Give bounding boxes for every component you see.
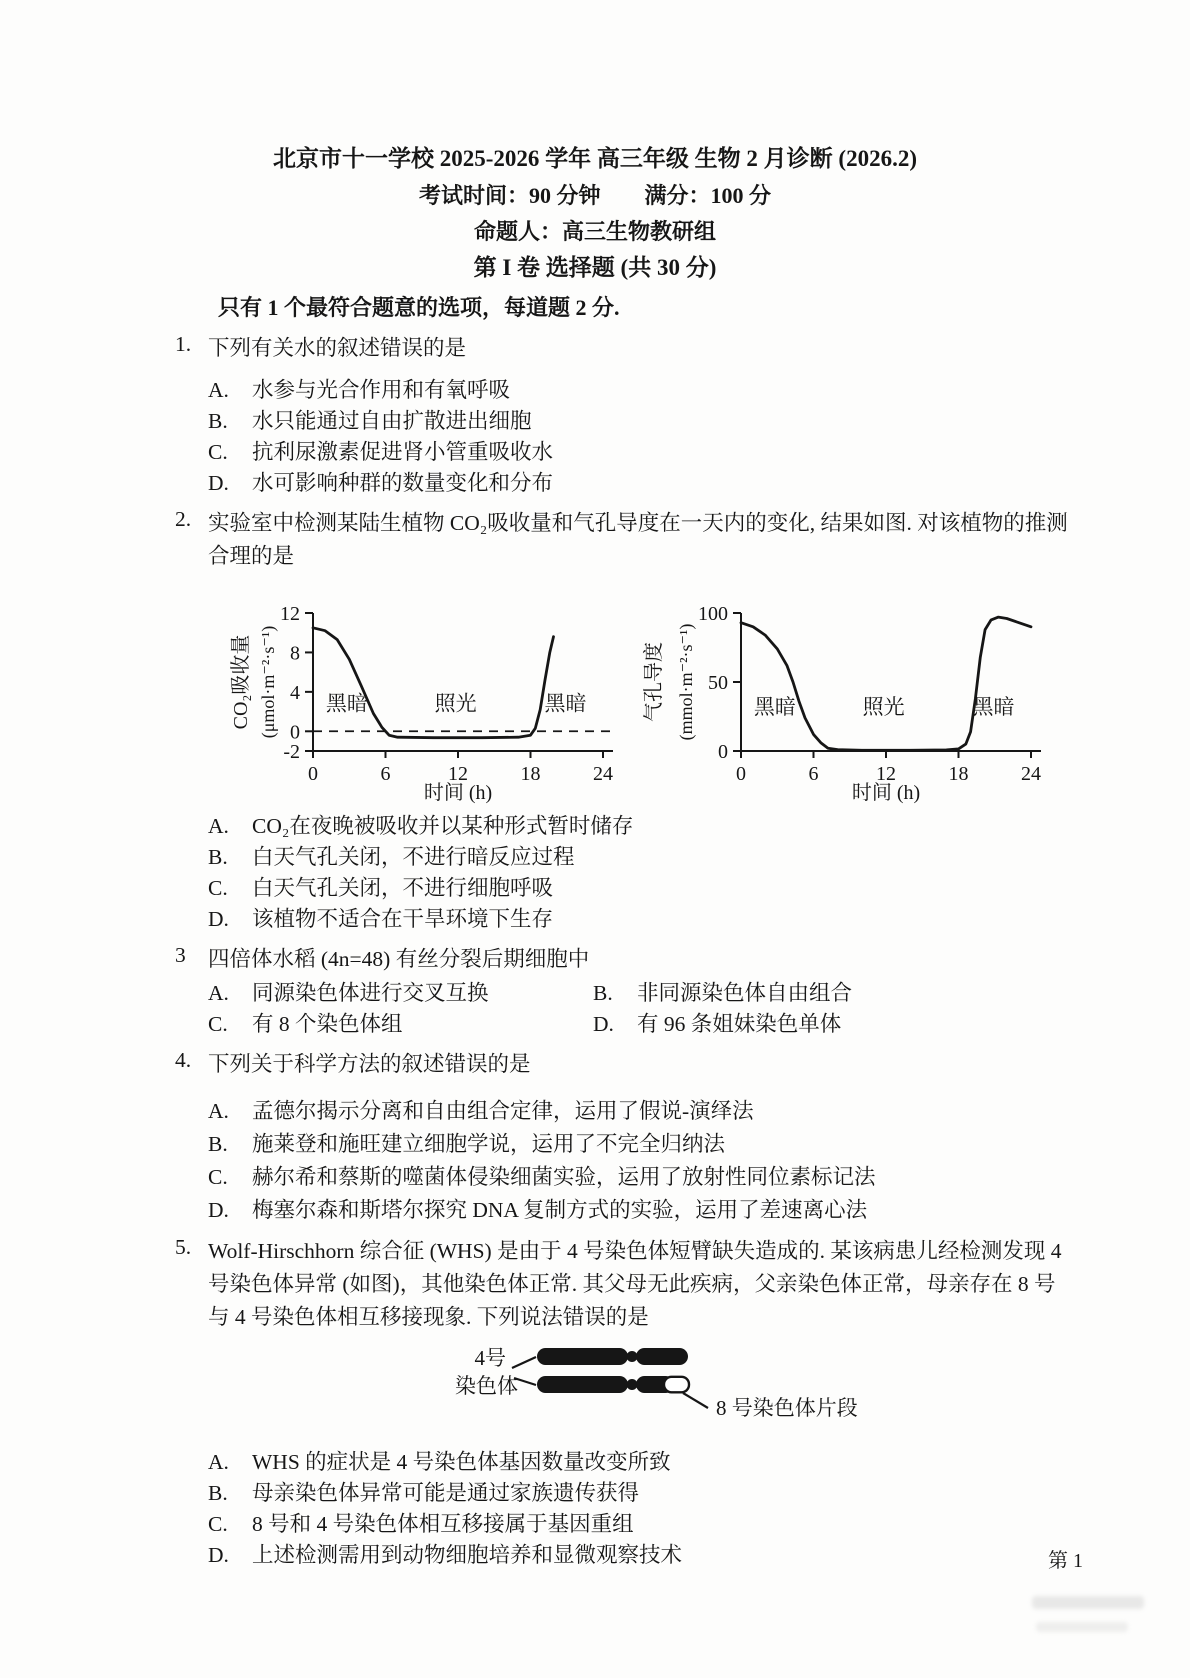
svg-text:18: 18 [520, 763, 541, 785]
pointer-line-segment [683, 1393, 708, 1408]
q4-option-c: C. 赫尔希和蔡斯的噬菌体侵染细菌实验，运用了放射性同位素标记法 [208, 1165, 876, 1189]
svg-text:8: 8 [290, 642, 300, 665]
svg-text:24: 24 [1021, 763, 1041, 785]
svg-text:黑暗: 黑暗 [544, 691, 587, 716]
svg-text:6: 6 [380, 763, 391, 785]
exam-header [0, 0, 1190, 286]
q5-option-a: A. WHS 的症状是 4 号染色体基因数量改变所致 [208, 1450, 671, 1474]
author-line: 命题人：高三生物教研组 [473, 219, 716, 244]
q2-option-c: C. 白天气孔关闭，不进行细胞呼吸 [208, 876, 554, 900]
q5-option-b: B. 母亲染色体异常可能是通过家族遗传获得 [208, 1481, 640, 1505]
svg-text:(mmol·m⁻²·s⁻¹): (mmol·m⁻²·s⁻¹) [676, 623, 696, 741]
section-title: 第 I 卷 选择题 (共 30 分) [473, 255, 717, 280]
svg-text:12: 12 [280, 603, 300, 625]
question-3 [0, 943, 1190, 1040]
instructions: 只有 1 个最符合题意的选项，每道题 2 分. [218, 295, 620, 320]
q1-option-a: A. 水参与光合作用和有氧呼吸 [208, 378, 511, 402]
q4-option-a: A. 孟德尔揭示分离和自由组合定律，运用了假说-演绎法 [208, 1099, 754, 1123]
scan-smudge [1032, 1596, 1144, 1609]
svg-text:6: 6 [808, 763, 819, 785]
page-title: 北京市十一学校 2025-2026 学年 高三年级 生物 2 月诊断 (2026.2) [273, 146, 917, 171]
question-text-line2: 合理的是 [208, 544, 295, 568]
chromosome4-normal [537, 1348, 688, 1365]
chromosome-figure [430, 1338, 990, 1433]
svg-text:照光: 照光 [434, 691, 477, 716]
question-5 [0, 1235, 1190, 1571]
svg-text:气孔导度: 气孔导度 [643, 642, 665, 722]
question-text-line1: 实验室中检测某陆生植物 CO₂吸收量和气孔导度在一天内的变化, 结果如图. 对该植物的推测 [208, 511, 1068, 535]
question-text: 下列关于科学方法的叙述错误的是 [208, 1052, 531, 1076]
q5-option-c: C. 8 号和 4 号染色体相互移接属于基因重组 [208, 1512, 634, 1536]
svg-text:4: 4 [290, 681, 300, 704]
q3-option-c: C. 有 8 个染色体组 [208, 1012, 403, 1036]
q1-option-b: B. 水只能通过自由扩散进出细胞 [208, 409, 532, 433]
question-4 [0, 1048, 1190, 1227]
svg-text:0: 0 [736, 763, 746, 785]
q3-option-a: A. 同源染色体进行交叉互换 [208, 981, 489, 1005]
question-number: 1. [175, 332, 192, 356]
svg-text:黑暗: 黑暗 [325, 691, 368, 716]
page-number: 第 1 [1048, 1550, 1083, 1572]
svg-text:0: 0 [718, 741, 728, 763]
q4-option-b: B. 施莱登和施旺建立细胞学说，运用了不完全归纳法 [208, 1132, 726, 1156]
question-text: 下列有关水的叙述错误的是 [208, 336, 467, 360]
svg-text:黑暗: 黑暗 [972, 694, 1015, 719]
question-2 [0, 507, 1190, 935]
question-text-line1: Wolf-Hirschhorn 综合征 (WHS) 是由于 4 号染色体短臂缺失造成的. 某该病患儿经检测发现 4 [208, 1239, 1062, 1263]
question-2-charts [208, 575, 1190, 807]
question-text-line3: 与 4 号染色体相互移接现象. 下列说法错误的是 [208, 1305, 649, 1329]
pointer-line-top [512, 1357, 536, 1368]
q1-option-d: D. 水可影响种群的数量变化和分布 [208, 471, 554, 495]
q2-option-d: D. 该植物不适合在干旱环境下生存 [208, 907, 554, 931]
q5-option-d: D. 上述检测需用到动物细胞培养和显微观察技术 [208, 1543, 683, 1567]
svg-text:(μmol·m⁻²·s⁻¹): (μmol·m⁻²·s⁻¹) [258, 625, 278, 739]
q2-option-a: A. CO₂在夜晚被吸收并以某种形式暂时储存 [208, 814, 634, 838]
q4-option-d: D. 梅塞尔森和斯塔尔探究 DNA 复制方式的实验，运用了差速离心法 [208, 1198, 868, 1222]
question-text-line2: 号染色体异常 (如图)，其他染色体正常. 其父母无此疾病，父亲染色体正常，母亲存在 8 号 [208, 1272, 1056, 1296]
svg-text:照光: 照光 [862, 694, 905, 719]
chromosome4-label-line1: 4号 [474, 1346, 506, 1370]
question-1 [0, 332, 1190, 499]
chromosome4-label-line2: 染色体 [455, 1374, 518, 1398]
question-number: 2. [175, 507, 192, 531]
svg-text:12: 12 [448, 763, 468, 785]
stomatal-conductance-chart [628, 575, 1048, 807]
svg-text:时间 (h): 时间 (h) [423, 782, 493, 804]
svg-text:24: 24 [593, 763, 613, 785]
chromosome-figure-wrap [430, 1338, 1190, 1439]
question-number: 4. [175, 1048, 192, 1072]
svg-text:时间 (h): 时间 (h) [851, 782, 921, 804]
question-text: 四倍体水稻 (4n=48) 有丝分裂后期细胞中 [208, 947, 590, 971]
svg-text:黑暗: 黑暗 [753, 694, 796, 719]
svg-text:0: 0 [308, 763, 318, 785]
q3-option-d: D. 有 96 条姐妹染色单体 [593, 1012, 842, 1036]
svg-text:50: 50 [708, 672, 728, 694]
chromosome4-abnormal [537, 1376, 689, 1393]
question-number: 5. [175, 1235, 192, 1259]
svg-text:-2: -2 [283, 741, 300, 763]
question-number: 3 [175, 943, 186, 967]
svg-text:CO₂吸收量: CO₂吸收量 [230, 634, 252, 730]
chromosome8-segment-label: 8 号染色体片段 [716, 1396, 858, 1420]
svg-text:100: 100 [698, 603, 728, 625]
q2-option-b: B. 白天气孔关闭，不进行暗反应过程 [208, 845, 575, 869]
chromosome8-segment [664, 1377, 689, 1393]
svg-text:12: 12 [876, 763, 896, 785]
q3-option-b: B. 非同源染色体自由组合 [593, 981, 853, 1005]
svg-text:18: 18 [948, 763, 969, 785]
scan-smudge [1036, 1622, 1128, 1632]
exam-info: 考试时间：90 分钟 满分：100 分 [418, 183, 771, 208]
svg-text:0: 0 [290, 721, 300, 744]
q1-option-c: C. 抗利尿激素促进肾小管重吸收水 [208, 440, 554, 464]
co2-absorption-chart [208, 575, 628, 807]
